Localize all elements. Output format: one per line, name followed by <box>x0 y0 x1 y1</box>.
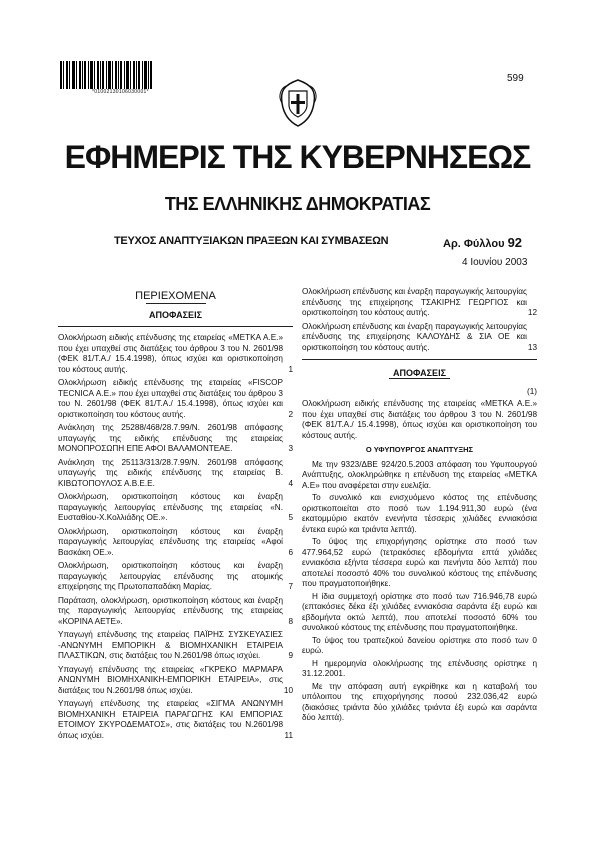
contents-column <box>58 287 293 744</box>
contents-entry <box>58 527 293 559</box>
decisions-column <box>302 287 537 726</box>
gazette-subtitle: ΤΗΣ ΕΛΛΗΝΙΚΗΣ ΔΗΜΟΚΡΑΤΙΑΣ <box>164 194 431 214</box>
contents-entry-page: 2 <box>288 409 293 419</box>
contents-divider <box>58 326 293 327</box>
decision-paragraph: Η ημερομηνία ολοκλήρωσης της επένδυσης ορίστηκε η 31.12.2001. <box>302 658 537 678</box>
contents-list-continued <box>302 287 537 353</box>
contents-entry-text: Υπαγωγή επένδυσης της εταιρείας «ΣΙΓΜΑ ΑΝΩΝΥΜΗ ΒΙΟΜΗΧΑΝΙΚΗ ΕΤΑΙΡΕΙΑ ΠΑΡΑΓΩΓΗΣ ΚΑΙ ΕΜΠΟΡΙΑΣ ΕΤΟΙΜΟΥ ΣΚΥΡΟΔΕΜΑΤΟΣ», στις διατάξεις του Ν.2601/98 όπως ισχύει. <box>58 699 283 740</box>
contents-entry <box>58 665 293 697</box>
contents-entry-text: Υπαγωγή επένδυσης της εταιρείας ΠΑΪΡΗΣ ΣΥΣΚΕΥΑΣΙΕΣ -ΑΝΩΝΥΜΗ ΕΜΠΟΡΙΚΗ & ΒΙΟΜΗΧΑΝΙΚΗ ΕΤΑΙΡΕΙΑ ΠΛΑΣΤΙΚΩΝ, στις διατάξεις του Ν.2601/98 όπως ισχύει. <box>58 630 283 660</box>
contents-entry-page: 12 <box>527 308 537 317</box>
contents-entry-text: Ολοκλήρωση ειδικής επένδυσης της εταιρείας «FISCOP TECNICA Α.Ε.» που έχει υπαχθεί στις διατάξεις του άρθρου 3 του Ν. 2601/98 (ΦΕΚ 81/Τ.Α./ 15.4.1998), όπως ισχύει και οριστικοποίηση του κόστους αυτής. <box>58 378 283 419</box>
contents-entry-text: Ολοκλήρωση επένδυσης και έναρξη παραγωγικής λειτουργίας επένδυσης της επιχείρησης ΤΣΑΚΙΡΗΣ ΓΕΩΡΓΙΟΣ και οριστικοποίηση του κόστους αυτής. <box>302 287 527 317</box>
contents-end-divider <box>302 359 537 360</box>
decision-paragraph: Η ίδια συμμετοχή ορίστηκε στο ποσό των 716.946,78 ευρώ (επτακόσιες δέκα έξι χιλιάδες εννιακόσια σαράντα έξι ευρώ και εβδομήντα οκτώ λεπτά), που αποτελεί ποσοστό 60% του συνολικού κόστους της επένδυσης που πραγματοποιήθηκε. <box>302 591 537 632</box>
decision-paragraph: Το ύψος του τραπεζικού δανείου ορίστηκε στο ποσό των 0 ευρώ. <box>302 635 537 655</box>
contents-subtitle: ΑΠΟΦΑΣΕΙΣ <box>149 309 202 320</box>
contents-title: ΠΕΡΙΕΧΟΜΕΝΑ <box>135 290 216 302</box>
decision-paragraph: Το ύψος της επιχορήγησης ορίστηκε στο ποσό των 477.964,52 ευρώ (τετρακόσιες εβδομήντα επτά χιλιάδες εννιακόσια εξήντα τέσσερα ευρώ και πενήντα δύο λεπτά) που αποτελεί ποσοστό 40% του συνολικού κόστους της επένδυσης που πραγματοποιήθηκε. <box>302 537 537 588</box>
barcode-graphic <box>60 61 152 89</box>
contents-entry-page: 11 <box>284 730 293 740</box>
contents-entry-text: Ανάκληση της 25288/468/28.7.99/Ν. 2601/98 απόφασης υπαγωγής της ειδικής επένδυσης της εταιρείας ΜΟΝΟΠΡΟΣΩΠΗ ΕΠΕ ΑΦΟΙ ΒΑΛΑΜΟΝΤΕΑΕ. <box>58 423 283 453</box>
sheet-number <box>443 235 522 250</box>
contents-entry <box>302 287 537 319</box>
decision-paragraph: Με την απόφαση αυτή εγκρίθηκε και η καταβολή του υπόλοιπου της επιχορήγησης ποσού 232.036,42 ευρώ (διακόσιες τριάντα δύο χιλιάδες τριάντα έξι ευρώ και σαράντα δύο λεπτά). <box>302 681 537 722</box>
issue-date: 4 Ιουνίου 2003 <box>462 257 528 268</box>
decisions-heading <box>302 368 537 379</box>
sheet-label: Αρ. Φύλλου <box>443 238 505 250</box>
contents-entry <box>58 458 293 490</box>
contents-entry-page: 5 <box>288 513 293 522</box>
decision-authority: Ο ΥΦΥΠΟΥΡΓΟΣ ΑΝΑΠΤΥΞΗΣ <box>365 445 474 454</box>
contents-entry-page: 1 <box>288 364 293 374</box>
contents-entry <box>58 492 293 524</box>
contents-entry-text: Υπαγωγή επένδυσης της εταιρείας «ΓΚΡΕΚΟ ΜΑΡΜΑΡΑ ΑΝΩΝΥΜΗ ΒΙΟΜΗΧΑΝΙΚΗ-ΕΜΠΟΡΙΚΗ ΕΤΑΙΡΕΙΑ», στις διατάξεις του Ν.2601/98 όπως ισχύει. <box>58 664 283 695</box>
contents-entry-text: Ολοκλήρωση, οριστικοποίηση κόστους και έναρξη παραγωγικής λειτουργίας επένδυσης της ατομικής επιχείρησης της Πρωτοπαπαδάκη Μαρίας. <box>58 561 283 591</box>
contents-entry-text: Ολοκλήρωση ειδικής επένδυσης της εταιρείας «ΜΕΤΚΑ Α.Ε.» που έχει υπαχθεί στις διατάξεις του άρθρου 3 του Ν. 2601/98 (ΦΕΚ 81/Τ.Α./ 15.4.1998), όπως ισχύει και οριστικοποίηση του κόστους αυτής. <box>58 333 283 374</box>
contents-entry <box>58 630 293 662</box>
contents-entry-page: 6 <box>288 547 293 557</box>
contents-entry-text: Ολοκλήρωση, οριστικοποίηση κόστους και έναρξη παραγωγικής λειτουργίας επένδυσης της εταιρείας «Αφοί Βασκάκη ΟΕ.». <box>58 526 283 557</box>
contents-entry-page: 3 <box>288 444 293 453</box>
contents-entry <box>58 561 293 593</box>
barcode-number: *01002130106030001* <box>92 89 149 95</box>
contents-entry <box>58 378 293 420</box>
contents-entry-page: 8 <box>288 616 293 626</box>
contents-entry-page: 4 <box>288 478 293 488</box>
contents-entry-text: Ολοκλήρωση, οριστικοποίηση κόστους και έναρξη παραγωγικής λειτουργίας επένδυσης της εταιρείας «Ν. Ευσταθίου-Χ.Κολλιάδης ΟΕ.». <box>58 492 283 522</box>
contents-entry-page: 13 <box>527 342 537 352</box>
contents-entry <box>58 333 293 375</box>
decision-number: (1) <box>526 386 537 396</box>
contents-entry-text: Παράταση, ολοκλήρωση, οριστικοποίηση κόστους και έναρξη της παραγωγικής λειτουργίας επένδυσης της εταιρείας «ΚΟΡΙΝΑ ΑΕΤΕ». <box>58 595 283 626</box>
decision-paragraph: Το συνολικό και ενισχυόμενο κόστος της επένδυσης οριστικοποιείται στο ποσό των 1.194.911,30 ευρώ (ένα εκατομμύριο εκατόν ενενήντα τέσσερις χιλιάδες εννιακόσια έντεκα ευρώ και τριάντα λεπτά). <box>302 493 537 534</box>
contents-list <box>58 333 293 741</box>
contents-entry-text: Ανάκληση της 25113/313/28.7.99/Ν. 2601/98 απόφασης υπαγωγής της ειδικής επένδυσης της εταιρείας Β. ΚΙΒΩΤΟΠΟΥΛΟΣ Α.Β.Ε.Ε. <box>58 457 283 488</box>
contents-entry <box>302 322 537 354</box>
coat-of-arms-emblem <box>272 77 324 129</box>
page-number: 599 <box>507 73 524 84</box>
contents-title-underline <box>146 303 206 304</box>
decision-body <box>302 460 537 724</box>
contents-entry-page: 7 <box>288 582 293 591</box>
contents-entry-page: 10 <box>283 685 293 695</box>
decisions-heading-text: ΑΠΟΦΑΣΕΙΣ <box>389 368 450 379</box>
gazette-title: ΕΦΗΜΕΡΙΣ ΤΗΣ ΚΥΒΕΡΝΗΣΕΩΣ <box>64 139 531 175</box>
decision-title: Ολοκλήρωση ειδικής επένδυσης της εταιρείας «ΜΕΤΚΑ Α.Ε.» που έχει υπαχθεί στις διατάξεις του άρθρου 3 του Ν. 2601/98 (ΦΕΚ 81/Τ.Α./ 15.4.1998), όπως ισχύει και οριστικοποίηση του κόστους αυτής. <box>302 399 537 440</box>
contents-entry-text: Ολοκλήρωση επένδυσης και έναρξη παραγωγικής λειτουργίας επένδυσης της επιχείρησης ΚΑΛΟΥΔΗΣ & ΣΙΑ ΟΕ και οριστικοποίηση του κόστους αυτής. <box>302 321 527 352</box>
contents-entry <box>58 596 293 628</box>
contents-entry <box>58 423 293 455</box>
issue-series: ΤΕΥΧΟΣ ΑΝΑΠΤΥΞΙΑΚΩΝ ΠΡΑΞΕΩΝ ΚΑΙ ΣΥΜΒΑΣΕΩΝ <box>114 235 389 247</box>
sheet-value: 92 <box>507 235 523 250</box>
contents-entry-page: 9 <box>288 651 293 660</box>
contents-entry <box>58 699 293 741</box>
decision-paragraph: Με την 9323/ΔΒΕ 924/20.5.2003 απόφαση του Υφυπουργού Ανάπτυξης, ολοκληρώθηκε η επένδυση της εταιρείας «ΜΕΤΚΑ Α.Ε» που αναφέρεται στην ευελιξία. <box>302 459 537 490</box>
